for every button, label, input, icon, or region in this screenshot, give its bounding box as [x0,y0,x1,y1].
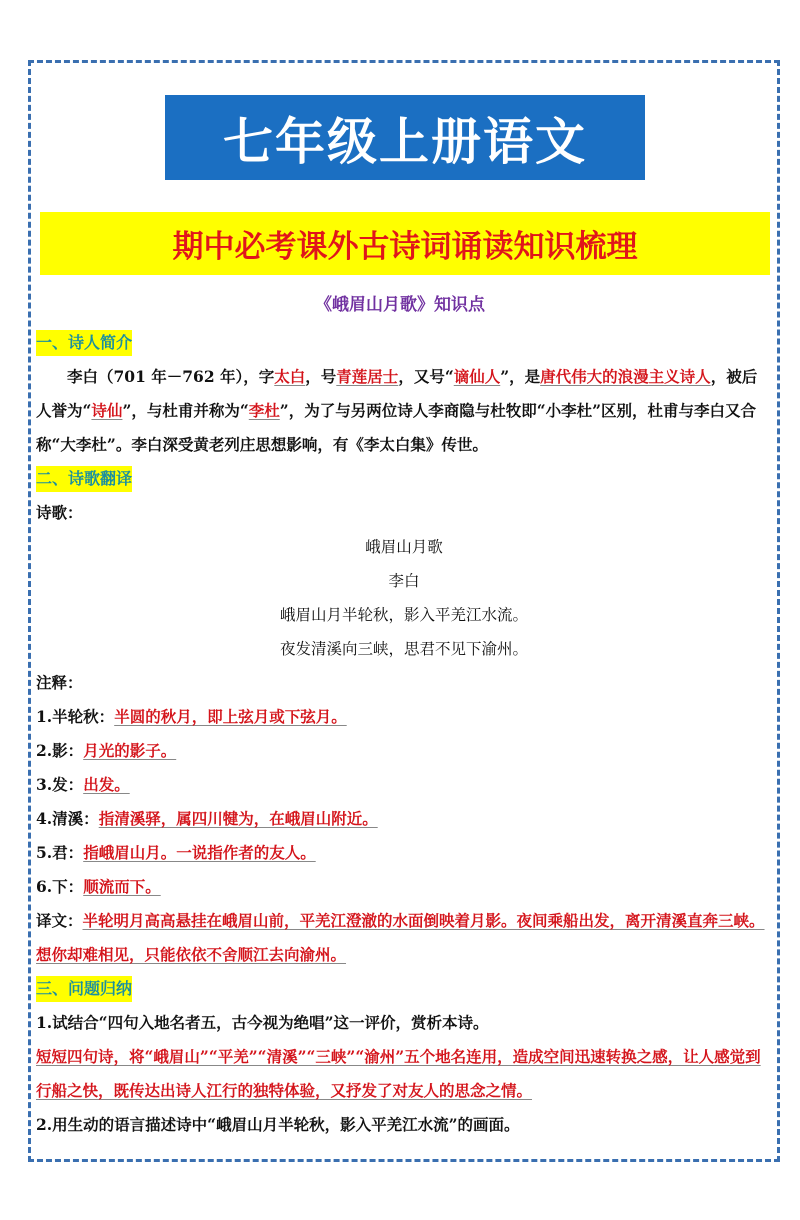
poet-bio [36,360,772,462]
poem-line: 夜发清溪向三峡，思君不见下渝州。 [279,640,528,658]
poem-label: 诗歌： [36,503,83,522]
note-term: 5.君： [36,843,84,862]
highlight-term: 诗仙 [91,401,123,420]
question-2: 2.用生动的语言描述诗中“峨眉山月半轮秋，影入平羌江水流”的画面。 [36,1115,520,1134]
translation [36,904,772,972]
note-item [36,700,772,734]
bio-text: 李白（701 年－762 年），字 [67,367,275,386]
section-heading-1: 一、诗人简介 [36,330,132,356]
note-definition: 出发。 [83,775,130,794]
highlight-term: 谪仙人 [453,367,501,386]
translation-text: 半轮明月高高悬挂在峨眉山前，平羌江澄澈的水面倒映着月影。夜间乘船出发，离开清溪直奔三峡。想你却难相见，只能依依不舍顺江去向渝州。 [36,911,765,964]
note-definition: 月光的影子。 [83,741,177,760]
bio-text: ，被后人誉为“ [36,367,758,420]
note-term: 3.发： [36,775,84,794]
subtitle: 《峨眉山月歌》知识点 [315,295,485,315]
question-1: 1.试结合“四句入地名者五，古今视为绝唱”这一评价，赏析本诗。 [36,1013,489,1032]
note-item [36,734,772,768]
bio-text: ”，是 [500,367,541,386]
bio-text: ，又号“ [398,367,454,386]
note-item [36,870,772,904]
section-heading-2: 二、诗歌翻译 [36,466,132,492]
note-term: 1.半轮秋： [36,707,115,726]
note-definition: 指峨眉山月。一说指作者的友人。 [83,843,316,862]
highlight-term: 李杜 [248,401,280,420]
highlight-term: 青莲居士 [336,367,399,386]
banner-heading: 期中必考课外古诗词诵读知识梳理 [40,212,770,275]
bio-text: ，号 [305,367,337,386]
poem-line: 峨眉山月半轮秋，影入平羌江水流。 [279,606,528,624]
note-item [36,802,772,836]
note-definition: 顺流而下。 [83,877,161,896]
notes-list [36,700,772,904]
poem-title: 峨眉山月歌 [365,538,443,556]
highlight-term: 唐代伟大的浪漫主义诗人 [540,367,711,386]
highlight-term: 太白 [274,367,306,386]
section-heading-3: 三、问题归纳 [36,976,132,1002]
translation-label: 译文： [36,911,83,930]
answer-1: 短短四句诗，将“峨眉山”“平羌”“清溪”“三峡”“渝州”五个地名连用，造成空间迅速转换之感，让人感觉到行船之快，既传达出诗人江行的独特体验，又抒发了对友人的思念之情。 [36,1047,761,1100]
note-definition: 指清溪驿，属四川犍为，在峨眉山附近。 [98,809,378,828]
content [36,326,772,1142]
note-term: 6.下： [36,877,84,896]
note-term: 4.清溪： [36,809,99,828]
poem-author: 李白 [388,572,420,590]
note-term: 2.影： [36,741,84,760]
note-item [36,836,772,870]
page-title: 七年级上册语文 [165,95,645,180]
notes-label: 注释： [36,673,83,692]
note-definition: 半圆的秋月，即上弦月或下弦月。 [114,707,347,726]
note-item [36,768,772,802]
bio-text: ”，与杜甫并称为“ [122,401,249,420]
bio-text: ”，为了与另两位诗人李商隐与杜牧即“小李杜”区别，杜甫与李白又合称“大李杜”。李白深受黄老列庄思想影响，有《李太白集》传世。 [36,401,757,454]
